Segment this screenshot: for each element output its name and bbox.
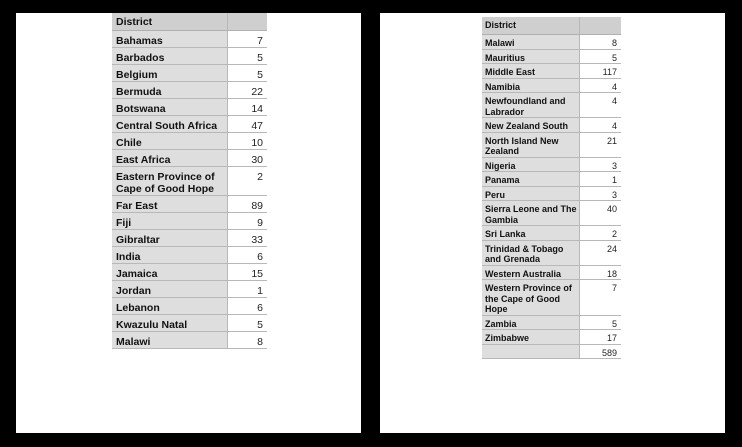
count-column-header xyxy=(580,17,622,35)
district-name: Western Australia xyxy=(482,265,580,280)
table-row xyxy=(112,82,267,99)
district-name: Malawi xyxy=(482,35,580,50)
district-count: 40 xyxy=(580,201,622,226)
district-name: Sri Lanka xyxy=(482,226,580,241)
district-count: 21 xyxy=(580,132,622,157)
district-count: 17 xyxy=(580,330,622,345)
district-count: 2 xyxy=(580,226,622,241)
district-name: Fiji xyxy=(112,213,228,230)
district-name: Bahamas xyxy=(112,31,228,48)
table-row xyxy=(112,133,267,150)
table-row xyxy=(482,35,621,50)
district-name: New Zealand South xyxy=(482,118,580,133)
table-row xyxy=(482,118,621,133)
count-column-header xyxy=(228,13,268,31)
district-count: 7 xyxy=(228,31,268,48)
district-count: 18 xyxy=(580,265,622,280)
table-row xyxy=(112,281,267,298)
district-name: Central South Africa xyxy=(112,116,228,133)
table-row xyxy=(482,186,621,201)
district-name: Jordan xyxy=(112,281,228,298)
district-name: Malawi xyxy=(112,332,228,349)
total-count: 589 xyxy=(580,344,622,359)
table-row xyxy=(482,132,621,157)
table-row xyxy=(112,196,267,213)
district-name: Barbados xyxy=(112,48,228,65)
table-row xyxy=(482,172,621,187)
table-row xyxy=(112,31,267,48)
district-count: 15 xyxy=(228,264,268,281)
district-name: Zimbabwe xyxy=(482,330,580,345)
district-count: 89 xyxy=(228,196,268,213)
district-count: 8 xyxy=(228,332,268,349)
table-row xyxy=(112,48,267,65)
district-count: 3 xyxy=(580,157,622,172)
table-row xyxy=(482,64,621,79)
district-count: 4 xyxy=(580,118,622,133)
total-row xyxy=(482,344,621,359)
left-page xyxy=(16,13,361,433)
district-name: Namibia xyxy=(482,78,580,93)
table-row xyxy=(482,93,621,118)
district-name: Chile xyxy=(112,133,228,150)
table-row xyxy=(482,330,621,345)
district-name: Western Province of the Cape of Good Hope xyxy=(482,280,580,316)
district-count: 9 xyxy=(228,213,268,230)
district-count: 1 xyxy=(580,172,622,187)
table-row xyxy=(112,213,267,230)
district-name: Bermuda xyxy=(112,82,228,99)
table-row xyxy=(112,99,267,116)
district-name: Peru xyxy=(482,186,580,201)
district-name: India xyxy=(112,247,228,264)
table-row xyxy=(482,226,621,241)
district-count: 14 xyxy=(228,99,268,116)
district-column-header: District xyxy=(112,13,228,31)
district-count: 5 xyxy=(228,315,268,332)
table-row xyxy=(112,332,267,349)
district-count: 5 xyxy=(580,49,622,64)
table-row xyxy=(482,265,621,280)
district-name: Gibraltar xyxy=(112,230,228,247)
district-table-left xyxy=(112,13,267,349)
table-row xyxy=(482,201,621,226)
district-count: 22 xyxy=(228,82,268,99)
table-row xyxy=(112,230,267,247)
district-count: 7 xyxy=(580,280,622,316)
district-count: 10 xyxy=(228,133,268,150)
table-row xyxy=(482,315,621,330)
header-row xyxy=(482,17,621,35)
district-name: Belgium xyxy=(112,65,228,82)
district-name: Mauritius xyxy=(482,49,580,64)
table-row xyxy=(482,49,621,64)
district-count: 117 xyxy=(580,64,622,79)
table-row xyxy=(482,78,621,93)
table-row xyxy=(112,116,267,133)
district-count: 33 xyxy=(228,230,268,247)
district-name: Trinidad & Tobago and Grenada xyxy=(482,240,580,265)
district-name: Botswana xyxy=(112,99,228,116)
district-name: Nigeria xyxy=(482,157,580,172)
district-name: East Africa xyxy=(112,150,228,167)
district-count: 6 xyxy=(228,247,268,264)
district-name: Eastern Province of Cape of Good Hope xyxy=(112,167,228,196)
table-row xyxy=(482,280,621,316)
district-name: Kwazulu Natal xyxy=(112,315,228,332)
district-count: 47 xyxy=(228,116,268,133)
district-count: 6 xyxy=(228,298,268,315)
district-count: 3 xyxy=(580,186,622,201)
district-name: Jamaica xyxy=(112,264,228,281)
district-name: Panama xyxy=(482,172,580,187)
table-row xyxy=(482,157,621,172)
table-row xyxy=(112,298,267,315)
district-count: 5 xyxy=(228,48,268,65)
district-count: 5 xyxy=(580,315,622,330)
district-count: 4 xyxy=(580,93,622,118)
district-column-header: District xyxy=(482,17,580,35)
district-count: 5 xyxy=(228,65,268,82)
table-row xyxy=(112,264,267,281)
district-count: 2 xyxy=(228,167,268,196)
district-count: 24 xyxy=(580,240,622,265)
district-name: Far East xyxy=(112,196,228,213)
header-row xyxy=(112,13,267,31)
table-row xyxy=(482,240,621,265)
district-name: Lebanon xyxy=(112,298,228,315)
district-name: Middle East xyxy=(482,64,580,79)
total-label xyxy=(482,344,580,359)
right-page xyxy=(380,13,725,433)
table-row xyxy=(112,65,267,82)
table-row xyxy=(112,315,267,332)
district-name: North Island New Zealand xyxy=(482,132,580,157)
district-count: 8 xyxy=(580,35,622,50)
district-table-right xyxy=(482,17,621,359)
district-name: Sierra Leone and The Gambia xyxy=(482,201,580,226)
district-name: Zambia xyxy=(482,315,580,330)
table-row xyxy=(112,247,267,264)
district-name: Newfoundland and Labrador xyxy=(482,93,580,118)
district-count: 30 xyxy=(228,150,268,167)
table-row xyxy=(112,150,267,167)
district-count: 1 xyxy=(228,281,268,298)
table-row xyxy=(112,167,267,196)
district-count: 4 xyxy=(580,78,622,93)
